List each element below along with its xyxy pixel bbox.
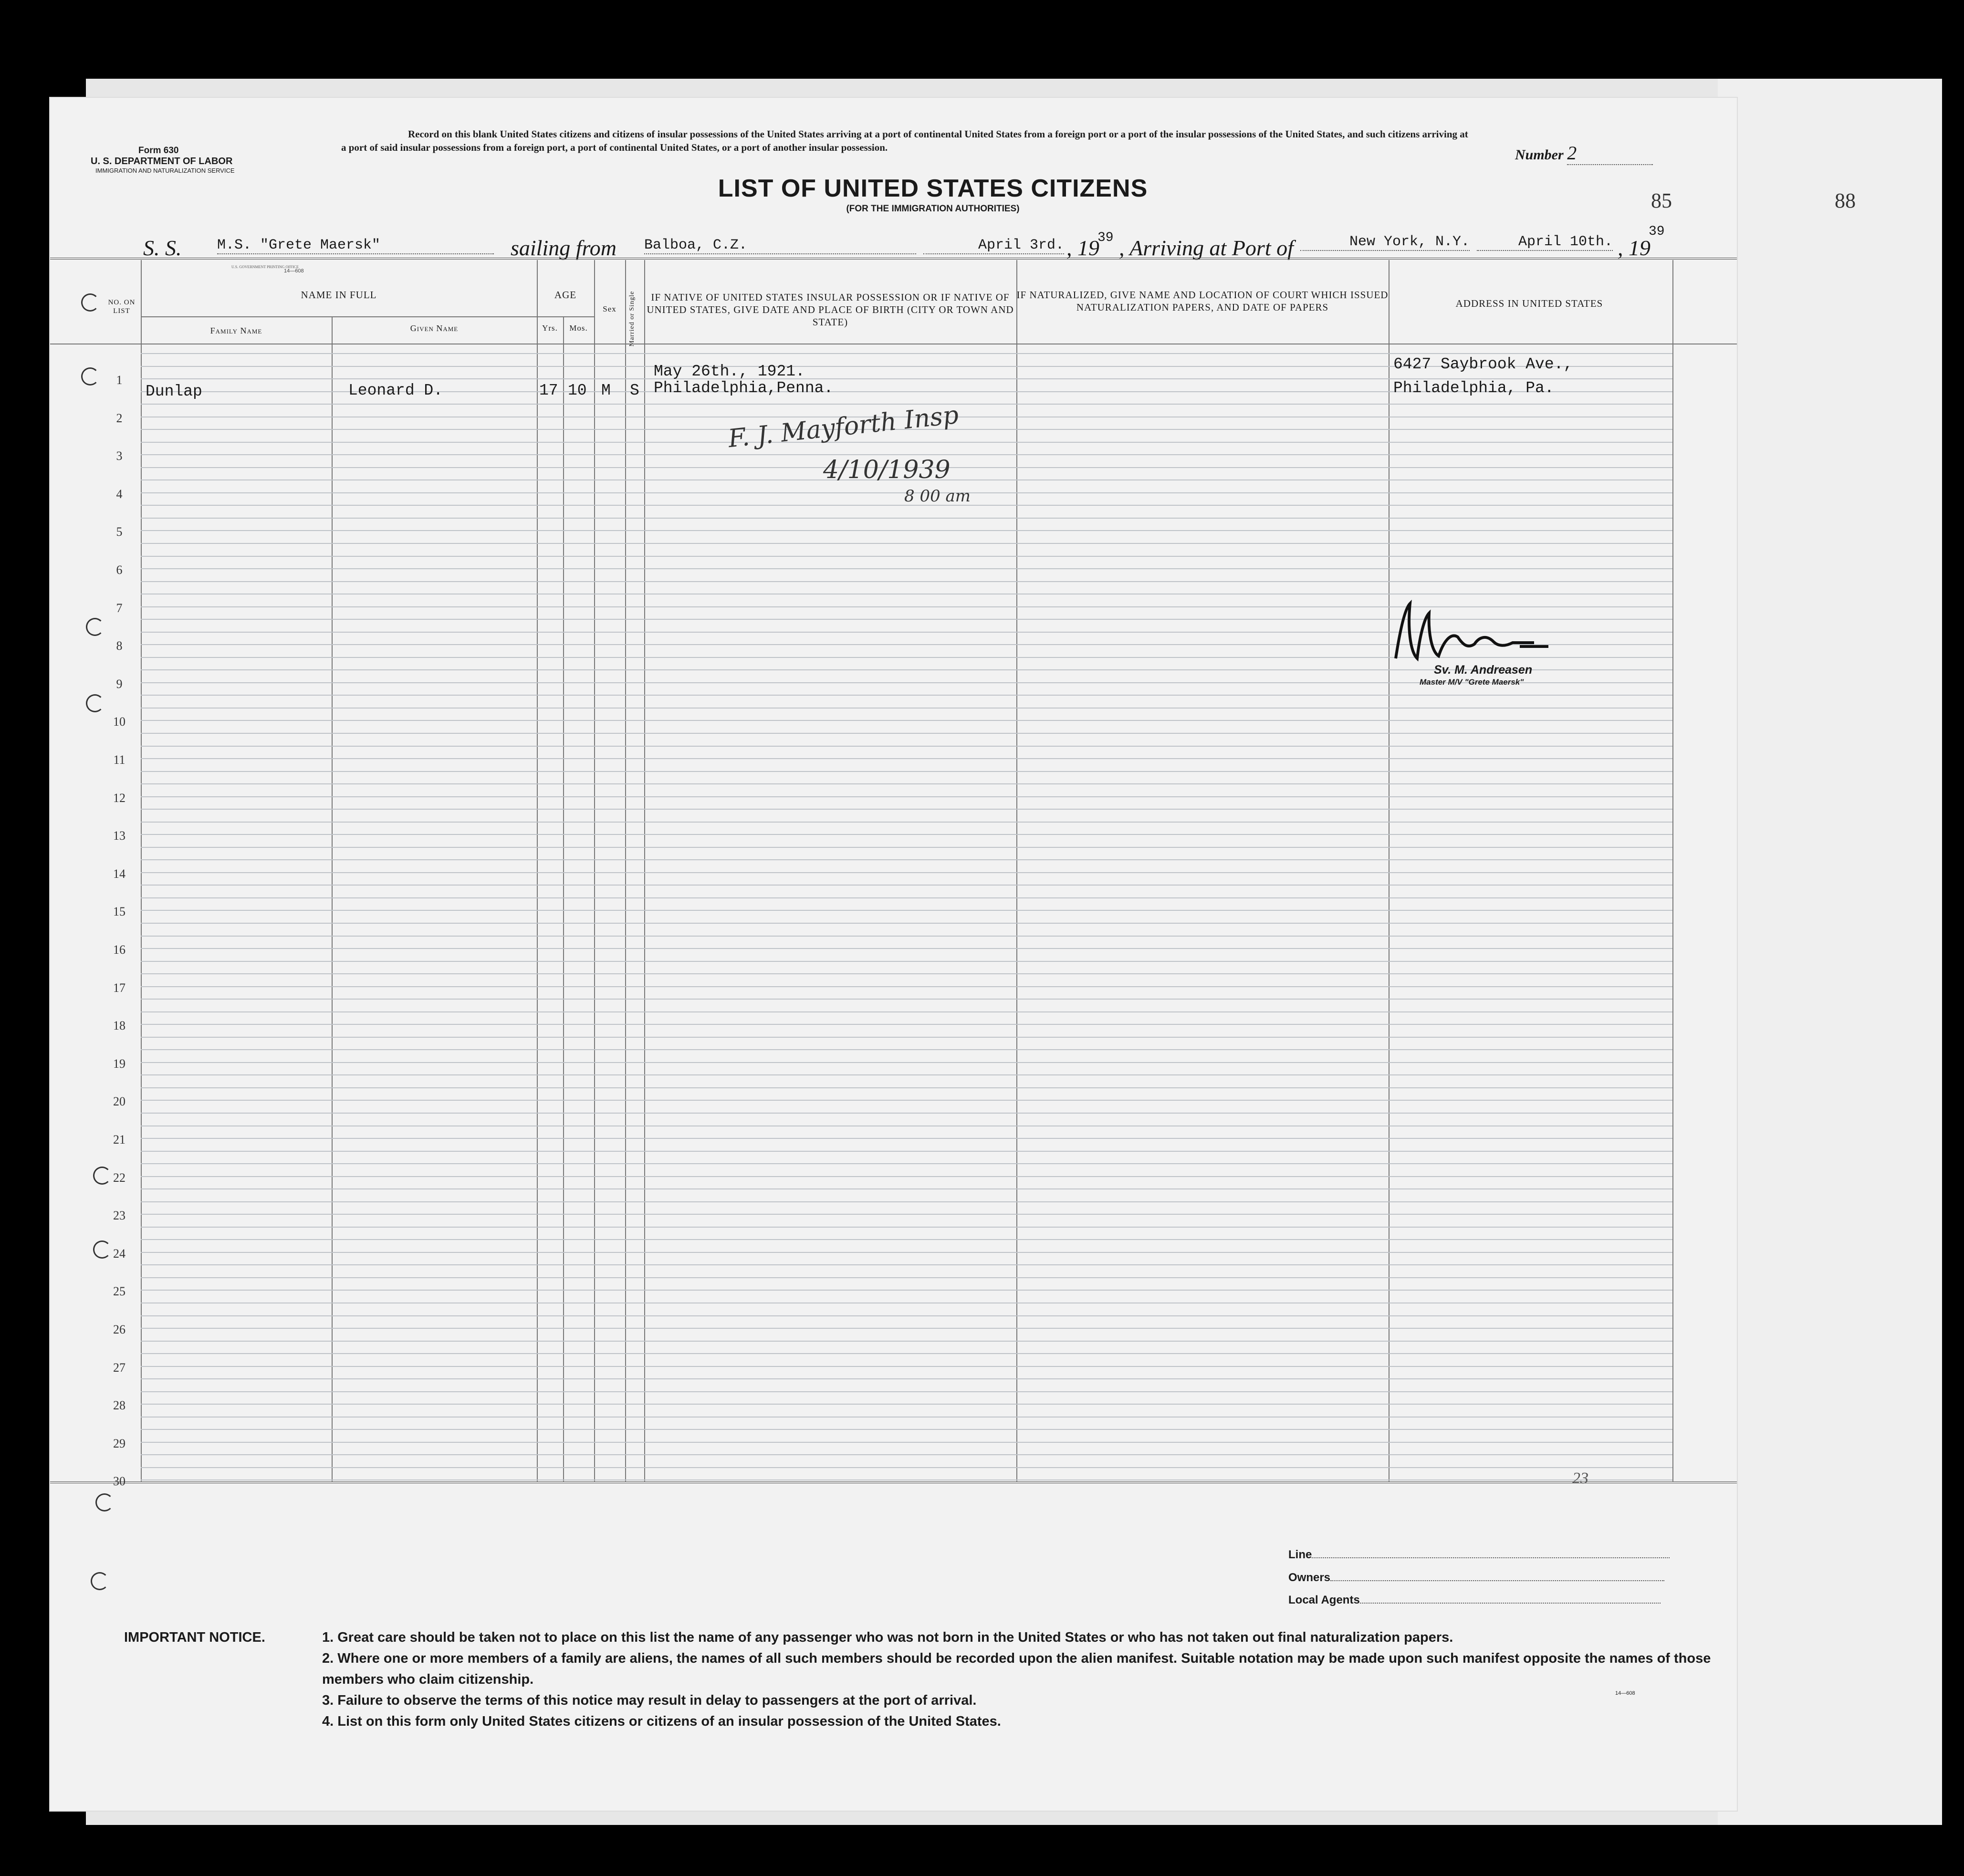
department: U. S. DEPARTMENT OF LABOR <box>91 156 233 167</box>
entry-marital: S <box>630 382 639 399</box>
entry-birth-date: May 26th., 1921. <box>654 363 805 380</box>
row-number: 11 <box>113 753 125 767</box>
notice-4: 4. List on this form only United States citizens or citizens of an insular possession of the United States. <box>322 1714 1001 1729</box>
row-number: 7 <box>116 601 123 615</box>
ruled-line <box>141 1151 1672 1152</box>
ruled-line <box>141 1315 1672 1316</box>
ruled-line <box>141 859 1672 860</box>
ruled-line <box>141 1163 1672 1164</box>
binder-hole <box>86 618 104 636</box>
arrival-year-prefix: , 19 <box>1618 236 1651 260</box>
arrival-date: April 10th. <box>1477 234 1613 251</box>
row-number: 24 <box>113 1246 125 1261</box>
row-number: 30 <box>113 1474 125 1489</box>
binder-hole <box>93 1240 111 1259</box>
ruled-line <box>141 720 1672 721</box>
row-number: 20 <box>113 1094 125 1109</box>
master-name: Sv. M. Andreasen <box>1434 663 1533 677</box>
sail-year: 39 <box>1097 230 1114 245</box>
owners-label: Owners <box>1288 1571 1664 1584</box>
row-number: 2 <box>116 411 123 425</box>
table-bottom-rule <box>50 1481 1737 1483</box>
ruled-line <box>141 1366 1672 1367</box>
ruled-line <box>141 1074 1672 1075</box>
header-naturalized: IF NATURALIZED, GIVE NAME AND LOCATION OF COURT WHICH ISSUED NATURALIZATION PAPERS, AND DATE OF PAPERS <box>1016 289 1389 313</box>
ruled-line <box>141 556 1672 557</box>
ruled-line <box>141 1188 1672 1189</box>
ruled-line <box>141 1214 1672 1215</box>
sail-date: April 3rd. <box>923 237 1064 254</box>
header-age: AGE <box>554 289 577 301</box>
name-subheader-rule <box>141 316 537 317</box>
notice-1: 1. Great care should be taken not to place on this list the name of any passenger who was not born in the United States or who has not taken out final naturalization papers. <box>322 1630 1453 1645</box>
sail-year-prefix: , 19 <box>1066 236 1099 260</box>
master-title: Master M/V "Grete Maersk" <box>1420 677 1524 687</box>
binder-hole <box>91 1572 109 1590</box>
background-sheet-right <box>1718 79 1942 1825</box>
notice-title: IMPORTANT NOTICE. <box>124 1630 265 1645</box>
ruled-line <box>141 948 1672 949</box>
ruled-line <box>141 923 1672 924</box>
header-mos: Mos. <box>569 323 588 333</box>
row-number: 25 <box>113 1284 125 1299</box>
header-yrs: Yrs. <box>542 323 558 333</box>
header-address: ADDRESS IN UNITED STATES <box>1455 298 1603 309</box>
ruled-line <box>141 695 1672 696</box>
binder-hole <box>81 293 99 312</box>
instruction-text: Record on this blank United States citizens and citizens of insular possessions of the United States arriving at a port of continental United States from a foreign port or a port of the insular possessions of the United States, and such citizens arriving at a port of said insular possessions from a foreign port, a port of continental United States, or a port of another insular possession. <box>341 128 1468 153</box>
ruled-line <box>141 897 1672 898</box>
entry-sex: M <box>601 382 611 399</box>
ruled-line <box>141 758 1672 759</box>
footer-code: 14—608 <box>1615 1690 1635 1696</box>
row-number: 12 <box>113 791 125 805</box>
ruled-line <box>141 1024 1672 1025</box>
header-name-in-full: NAME IN FULL <box>301 289 377 301</box>
ruled-line <box>141 1353 1672 1354</box>
header-no-on-list: NO. ON LIST <box>108 299 136 315</box>
ruled-line <box>141 1011 1672 1012</box>
row-number: 23 <box>113 1209 125 1223</box>
col-line <box>563 316 564 1481</box>
col-line <box>332 316 333 1481</box>
sailing-label: sailing from <box>511 236 616 260</box>
signature-scrawl <box>1391 599 1553 666</box>
ruled-line <box>141 1113 1672 1114</box>
row-number: 18 <box>113 1019 125 1033</box>
row-number: 27 <box>113 1360 125 1375</box>
bottom-mark: 23 <box>1572 1470 1588 1487</box>
ruled-line <box>141 1252 1672 1253</box>
row-number: 3 <box>116 449 123 463</box>
ruled-line <box>141 872 1672 873</box>
age-subheader-rule <box>537 316 594 317</box>
entry-given-name: Leonard D. <box>348 382 443 399</box>
form-number: Form 630 <box>138 146 179 156</box>
entry-address-line2: Philadelphia, Pa. <box>1393 379 1554 397</box>
ruled-line <box>141 1404 1672 1405</box>
ruled-line <box>141 1037 1672 1038</box>
binder-hole <box>81 367 99 386</box>
row-number: 16 <box>113 943 125 957</box>
ruled-line <box>141 1049 1672 1050</box>
row-number: 8 <box>116 639 123 653</box>
row-number: 5 <box>116 525 123 539</box>
page-title: LIST OF UNITED STATES CITIZENS <box>718 175 1148 202</box>
ruled-line <box>141 1467 1672 1468</box>
ruled-line <box>141 1290 1672 1291</box>
row-number: 26 <box>113 1323 125 1336</box>
ss-label: S. S. <box>143 236 182 260</box>
ruled-line <box>141 1239 1672 1240</box>
row-number: 17 <box>113 980 125 995</box>
arriving-label: , Arriving at Port of <box>1119 236 1294 260</box>
col-line <box>1672 260 1673 1481</box>
col-line <box>141 260 142 1481</box>
header-sex: Sex <box>603 304 616 313</box>
ruled-line <box>141 822 1672 823</box>
right-page-number: 88 <box>1835 189 1856 212</box>
row-number: 22 <box>113 1170 125 1185</box>
page-subtitle: (FOR THE IMMIGRATION AUTHORITIES) <box>846 204 1020 214</box>
ruled-line <box>141 885 1672 886</box>
ruled-line <box>141 708 1672 709</box>
ruled-line <box>141 1062 1672 1063</box>
ruled-line <box>141 1454 1672 1455</box>
ruled-line <box>141 1442 1672 1443</box>
header-married-single: Married or Single <box>628 291 636 347</box>
row-number: 10 <box>113 715 125 729</box>
inspector-stamp-name: F. J. Mayforth Insp <box>727 400 960 454</box>
row-number: 1 <box>116 373 123 387</box>
ruled-line <box>141 1087 1672 1088</box>
ruled-line <box>141 961 1672 962</box>
row-number: 6 <box>116 563 123 577</box>
ruled-line <box>141 1100 1672 1101</box>
binder-hole <box>95 1493 114 1511</box>
ruled-line <box>141 1227 1672 1228</box>
notice-3: 3. Failure to observe the terms of this notice may result in delay to passengers at the port of arrival. <box>322 1693 977 1708</box>
ruled-line <box>141 1277 1672 1278</box>
col-line <box>1016 260 1017 1481</box>
col-line <box>594 260 595 1481</box>
col-line <box>644 260 645 1481</box>
ruled-line <box>141 1341 1672 1342</box>
row-number: 13 <box>113 829 125 843</box>
row-number: 28 <box>113 1398 125 1413</box>
printing-office: U.S. GOVERNMENT PRINTING OFFICE <box>231 265 299 269</box>
entry-family-name: Dunlap <box>146 383 202 400</box>
header-given-name: Given Name <box>410 323 459 333</box>
ruled-line <box>141 1201 1672 1202</box>
ruled-line <box>141 353 1672 354</box>
master-signature <box>1391 599 1553 668</box>
ruled-line <box>141 442 1672 443</box>
entry-age-yrs: 17 <box>539 382 558 399</box>
binder-hole <box>93 1167 111 1185</box>
col-line <box>625 260 626 1481</box>
inspector-stamp-time: 8 00 am <box>904 487 971 506</box>
row-number: 21 <box>113 1133 125 1146</box>
row-number: 15 <box>113 905 125 919</box>
ruled-line <box>141 847 1672 848</box>
number-value: 2 <box>1567 142 1653 165</box>
ruled-line <box>141 999 1672 1000</box>
vessel-name: M.S. "Grete Maersk" <box>217 237 494 254</box>
ruled-line <box>141 910 1672 911</box>
arrival-year: 39 <box>1649 224 1665 239</box>
page-number: 85 <box>1651 189 1672 212</box>
service: IMMIGRATION AND NATURALIZATION SERVICE <box>95 167 235 174</box>
local-agents-label: Local Agents <box>1288 1594 1661 1607</box>
ruled-line <box>141 1264 1672 1265</box>
inspector-stamp-date: 4/10/1939 <box>823 456 951 484</box>
ruled-line <box>141 771 1672 772</box>
binder-hole <box>86 694 104 712</box>
row-number: 19 <box>113 1056 125 1071</box>
ruled-line <box>141 404 1672 405</box>
ruled-line <box>141 973 1672 974</box>
ruled-line <box>141 746 1672 747</box>
entry-age-mos: 10 <box>568 382 587 399</box>
header-birth: IF NATIVE OF UNITED STATES INSULAR POSSESSION OR IF NATIVE OF UNITED STATES, GIVE DATE AND PLACE OF BIRTH (CITY OR TOWN AND STATE) <box>647 292 1014 328</box>
line-label: Line <box>1288 1548 1670 1562</box>
ruled-line <box>141 809 1672 810</box>
ruled-line <box>141 1328 1672 1329</box>
entry-birth-place: Philadelphia,Penna. <box>654 379 834 397</box>
citizen-list-form <box>50 98 1737 1811</box>
entry-address-line1: 6427 Saybrook Ave., <box>1393 355 1573 373</box>
number-label: Number 2 <box>1515 142 1653 165</box>
print-code: 14—608 <box>284 268 304 274</box>
row-number: 9 <box>116 677 123 691</box>
ruled-line <box>141 568 1672 569</box>
header-family-name: Family Name <box>210 326 262 335</box>
notice-2: 2. Where one or more members of a family are aliens, the names of all such members should be recorded upon the alien manifest. Suitable notation may be made upon such manifest opposite the names of those members who claim citizenship. <box>322 1651 1711 1687</box>
ruled-line <box>141 1138 1672 1139</box>
ruled-line <box>141 530 1672 531</box>
ruled-line <box>141 1391 1672 1392</box>
ruled-line <box>141 783 1672 784</box>
ruled-line <box>141 518 1672 519</box>
ruled-line <box>141 733 1672 734</box>
ruled-line <box>141 454 1672 455</box>
ruled-line <box>141 1378 1672 1379</box>
row-number: 4 <box>116 487 123 501</box>
row-number: 29 <box>113 1436 125 1450</box>
ruled-line <box>141 986 1672 987</box>
col-line <box>537 260 538 1481</box>
ruled-line <box>141 1176 1672 1177</box>
row-number: 14 <box>113 866 125 881</box>
arrival-port: New York, N.Y. <box>1300 234 1470 251</box>
ruled-line <box>141 796 1672 797</box>
ruled-line <box>141 581 1672 582</box>
ruled-line <box>141 936 1672 937</box>
table-top-rule <box>50 258 1737 260</box>
ruled-line <box>141 834 1672 835</box>
ruled-line <box>141 543 1672 544</box>
from-port: Balboa, C.Z. <box>644 237 916 254</box>
ruled-line <box>141 1429 1672 1430</box>
